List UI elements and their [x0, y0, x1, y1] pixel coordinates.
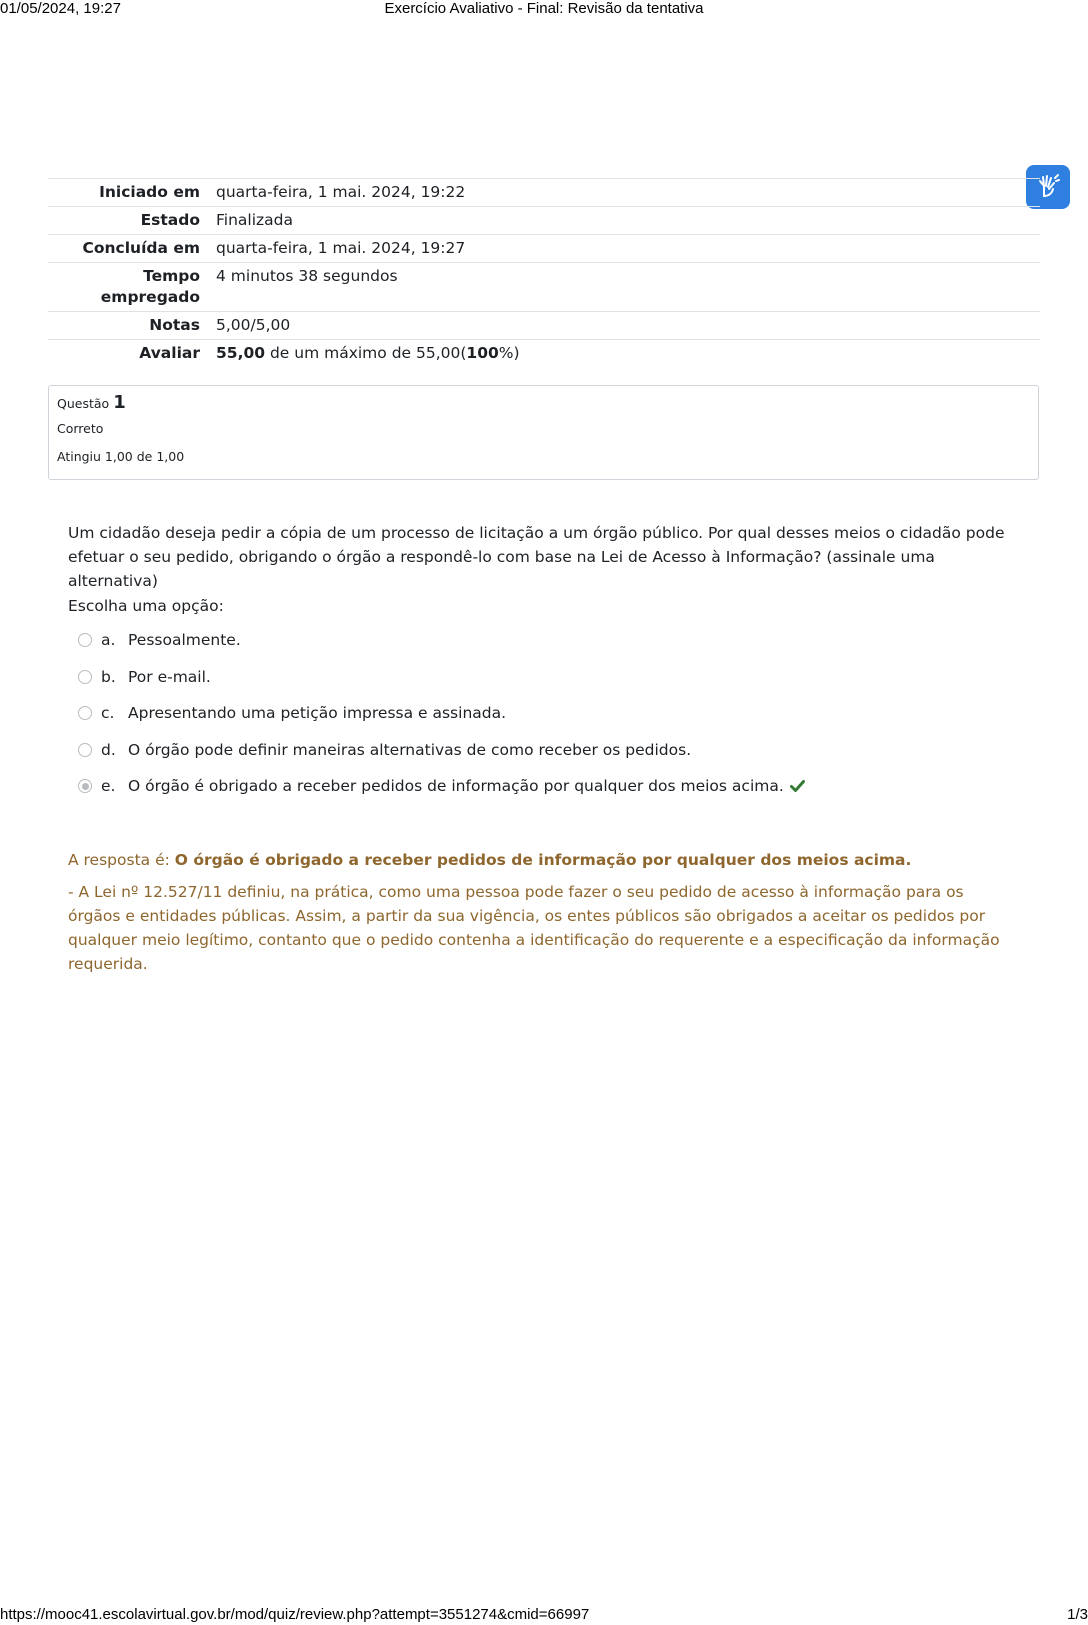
summary-row-marks: [48, 312, 1040, 340]
completed-value: quarta-feira, 1 mai. 2024, 19:27: [216, 239, 466, 257]
print-footer: [0, 1606, 1088, 1625]
option-letter: b.: [101, 667, 116, 686]
feedback-explanation: - A Lei nº 12.527/11 definiu, na prática, como uma pessoa pode fazer o seu pedido de acesso à informação para os órgãos e entidades públicas. Assim, a partir da sua vigência, os entes públicos são obrigados a aceitar os pedidos por qualquer meio legítimo, contanto que o pedido contenha a identificação do requerente e a especificação da informação requerida.: [68, 883, 1000, 973]
right-answer-text: O órgão é obrigado a receber pedidos de informação por qualquer dos meios acima.: [174, 851, 912, 869]
summary-row-grade: [48, 340, 1040, 368]
time-label: [48, 263, 208, 312]
summary-row-completed: [48, 235, 1040, 263]
time-label-line-1: Tempo: [143, 267, 200, 285]
marks-label: Notas: [149, 316, 200, 334]
question-number: 1: [113, 392, 126, 413]
question-label: Questão: [57, 396, 110, 411]
answer-prompt: Escolha uma opção:: [68, 597, 224, 615]
option-text: Por e-mail.: [128, 667, 211, 686]
radio-button[interactable]: [78, 633, 92, 647]
print-page-title: Exercício Avaliativo - Final: Revisão da tentativa: [384, 0, 704, 17]
option-text: O órgão é obrigado a receber pedidos de informação por qualquer dos meios acima.: [128, 777, 784, 796]
started-value: quarta-feira, 1 mai. 2024, 19:22: [216, 183, 466, 201]
print-header: [0, 0, 1088, 20]
right-answer: [68, 848, 1018, 872]
grade-label: Avaliar: [139, 344, 200, 362]
state-label: Estado: [140, 211, 200, 229]
grade-value: [208, 340, 1040, 368]
question-mark: Atingiu 1,00 de 1,00: [57, 449, 185, 464]
radio-dot: [82, 783, 89, 790]
radio-button[interactable]: [78, 706, 92, 720]
print-page-number: 1/3: [1067, 1606, 1088, 1623]
option-letter: d.: [101, 740, 116, 759]
marks-value: 5,00/5,00: [216, 316, 291, 334]
attempt-summary-table: [48, 178, 1040, 367]
option-text: O órgão pode definir maneiras alternativas de como receber os pedidos.: [128, 740, 692, 759]
grade-middle: de um máximo de 55,00(: [265, 344, 467, 362]
radio-button-selected[interactable]: [78, 779, 92, 793]
grade-percent: 100: [466, 344, 499, 362]
radio-button[interactable]: [78, 743, 92, 757]
summary-row-state: [48, 207, 1040, 235]
check-icon: [790, 780, 805, 792]
option-letter: a.: [101, 631, 116, 650]
answer-option-b[interactable]: [78, 659, 978, 696]
question-text: Um cidadão deseja pedir a cópia de um processo de licitação a um órgão público. Por qual desses meios o cidadão pode efetuar o seu pedido, obrigando o órgão a respondê-lo com base na Lei de Acesso à Informação? (assinale uma alternativa): [68, 524, 1005, 590]
state-value: Finalizada: [216, 211, 294, 229]
time-value: 4 minutos 38 segundos: [216, 267, 398, 285]
answer-feedback: [68, 848, 1018, 976]
radio-button[interactable]: [78, 670, 92, 684]
right-answer-prefix: A resposta é:: [68, 851, 175, 869]
question-state: Correto: [57, 421, 104, 436]
grade-end: %): [498, 344, 520, 362]
question-info-box: [48, 385, 1039, 480]
time-label-line-2: empregado: [100, 288, 200, 306]
answer-option-e[interactable]: [78, 768, 978, 805]
started-label: Iniciado em: [99, 183, 200, 201]
summary-row-started: [48, 179, 1040, 207]
print-url: https://mooc41.escolavirtual.gov.br/mod/quiz/review.php?attempt=3551274&cmid=66997: [0, 1606, 590, 1623]
option-letter: e.: [101, 777, 116, 796]
summary-row-time: [48, 263, 1040, 312]
answer-option-c[interactable]: [78, 695, 978, 732]
option-letter: c.: [101, 704, 115, 723]
grade-score: 55,00: [216, 344, 266, 362]
answer-options: [78, 622, 978, 805]
option-text: Pessoalmente.: [128, 631, 241, 650]
option-text: Apresentando uma petição impressa e assinada.: [128, 704, 507, 723]
print-datetime: 01/05/2024, 19:27: [0, 0, 121, 17]
answer-option-a[interactable]: [78, 622, 978, 659]
answer-option-d[interactable]: [78, 732, 978, 769]
question-number-line: [57, 394, 1030, 413]
completed-label: Concluída em: [82, 239, 200, 257]
